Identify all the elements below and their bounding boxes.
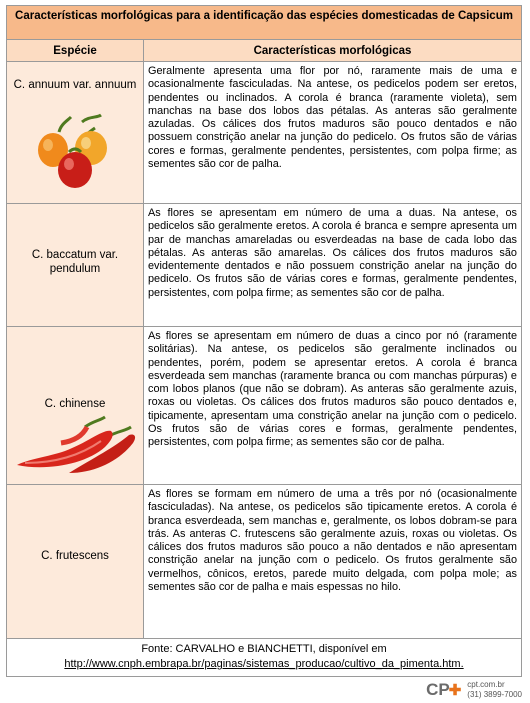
footer-brand (426, 680, 522, 700)
footer-phone: (31) 3899-7000 (467, 690, 522, 699)
description-cell: As flores se apresentam em número de uma a duas. Na antese, os pedicelos são geralmente eretos. A corola é branca e sempre apresenta um par de manchas amareladas ou esverdeadas na base de cada lobo das pétalas. As anteras são amarelas. Os cálices dos frutos maduros são evidentemente dentados e não possuem constrição anelar na junção do pedicelo. Os frutos são de várias cores e formas, geralmente pendentes, persistentes, com polpa firme; as sementes são cor de palha. (148, 207, 517, 299)
table-row (7, 327, 521, 485)
description-cell: As flores se formam em número de uma a três por nó (ocasionalmente fasciculadas). Na antese, os pedicelos são tipicamente eretos. A corola é branca esverdeada, sem manchas e, geralmente, os lobos dobram-se para trás. As anteras C. frutescens são geralmente azuis, roxas ou violetas. Os cálices dos frutos maduros são pouco a não dentados e não apresentam constrição anelar na junção com o pedicelo. Os frutos geralmente são vermelhos, cônicos, eretos, parede muito delgada, com polpa mole; as sementes são cor de palha e mais espessas no hilo. (148, 488, 517, 594)
header-features: Características morfológicas (253, 44, 412, 57)
species-cell (7, 327, 144, 484)
chinense-peppers-image (15, 413, 139, 479)
species-cell (7, 62, 144, 203)
species-name: C. annuum var. annuum (13, 79, 137, 91)
species-name: C. frutescens (41, 550, 109, 562)
species-name: C. chinense (44, 398, 106, 410)
source-link[interactable]: http://www.cnph.embrapa.br/paginas/sistemas_producao/cultivo_da_pimenta.htm. (64, 658, 464, 670)
annuum-peppers-image (27, 112, 127, 194)
table-sheet (6, 5, 522, 677)
species-cell (7, 485, 144, 638)
header-species: Espécie (7, 40, 144, 61)
cpt-logo: CP ✚ (426, 680, 462, 699)
table-title: Características morfológicas para a identificação das espécies domesticadas de Capsicum (7, 6, 521, 40)
footer-site: cpt.com.br (467, 680, 505, 689)
description-cell: As flores se apresentam em número de duas a cinco por nó (raramente solitárias). Na antese, os pedicelos são geralmente inclinados ou pendentes, porém, podem se apresentar eretos. A corola é branca esverdeada sem manchas (raramente branca ou com manchas púrpuras) e com lobos planos (que não se dobram). As anteras são geralmente azuis, roxas ou violetas. Os cálices dos frutos maduros são pouco dentados e, tipicamente, apresentam uma constrição anelar na junção com o pedicelo. Os frutos são de várias cores e formas, geralmente pendentes, persistentes, com polpa firme; as sementes são cor de palha. (148, 330, 517, 449)
source-text: Fonte: CARVALHO e BIANCHETTI, disponível em (141, 643, 387, 655)
table-header (7, 40, 521, 62)
table-row (7, 485, 521, 639)
table-row (7, 204, 521, 327)
species-cell (7, 204, 144, 326)
table-row (7, 62, 521, 204)
species-name: C. baccatum var. pendulum (31, 249, 119, 275)
source-note (7, 639, 521, 677)
description-cell: Geralmente apresenta uma flor por nó, raramente mais de uma e ocasionalmente fasciculadas. Na antese, os pedicelos podem ser eretos, pendentes ou inclinados. A corola é branca (raramente violeta), sem manchas na base dos lobos das pétalas. As anteras são geralmente azuladas. Os cálices dos frutos maduros são pouco dentados e não possuem constrição anelar na junção do pedicelo. Os frutos são de várias cores e formas, geralmente pendentes, persistentes, com polpa firme; as sementes são cor de palha. (148, 65, 517, 171)
